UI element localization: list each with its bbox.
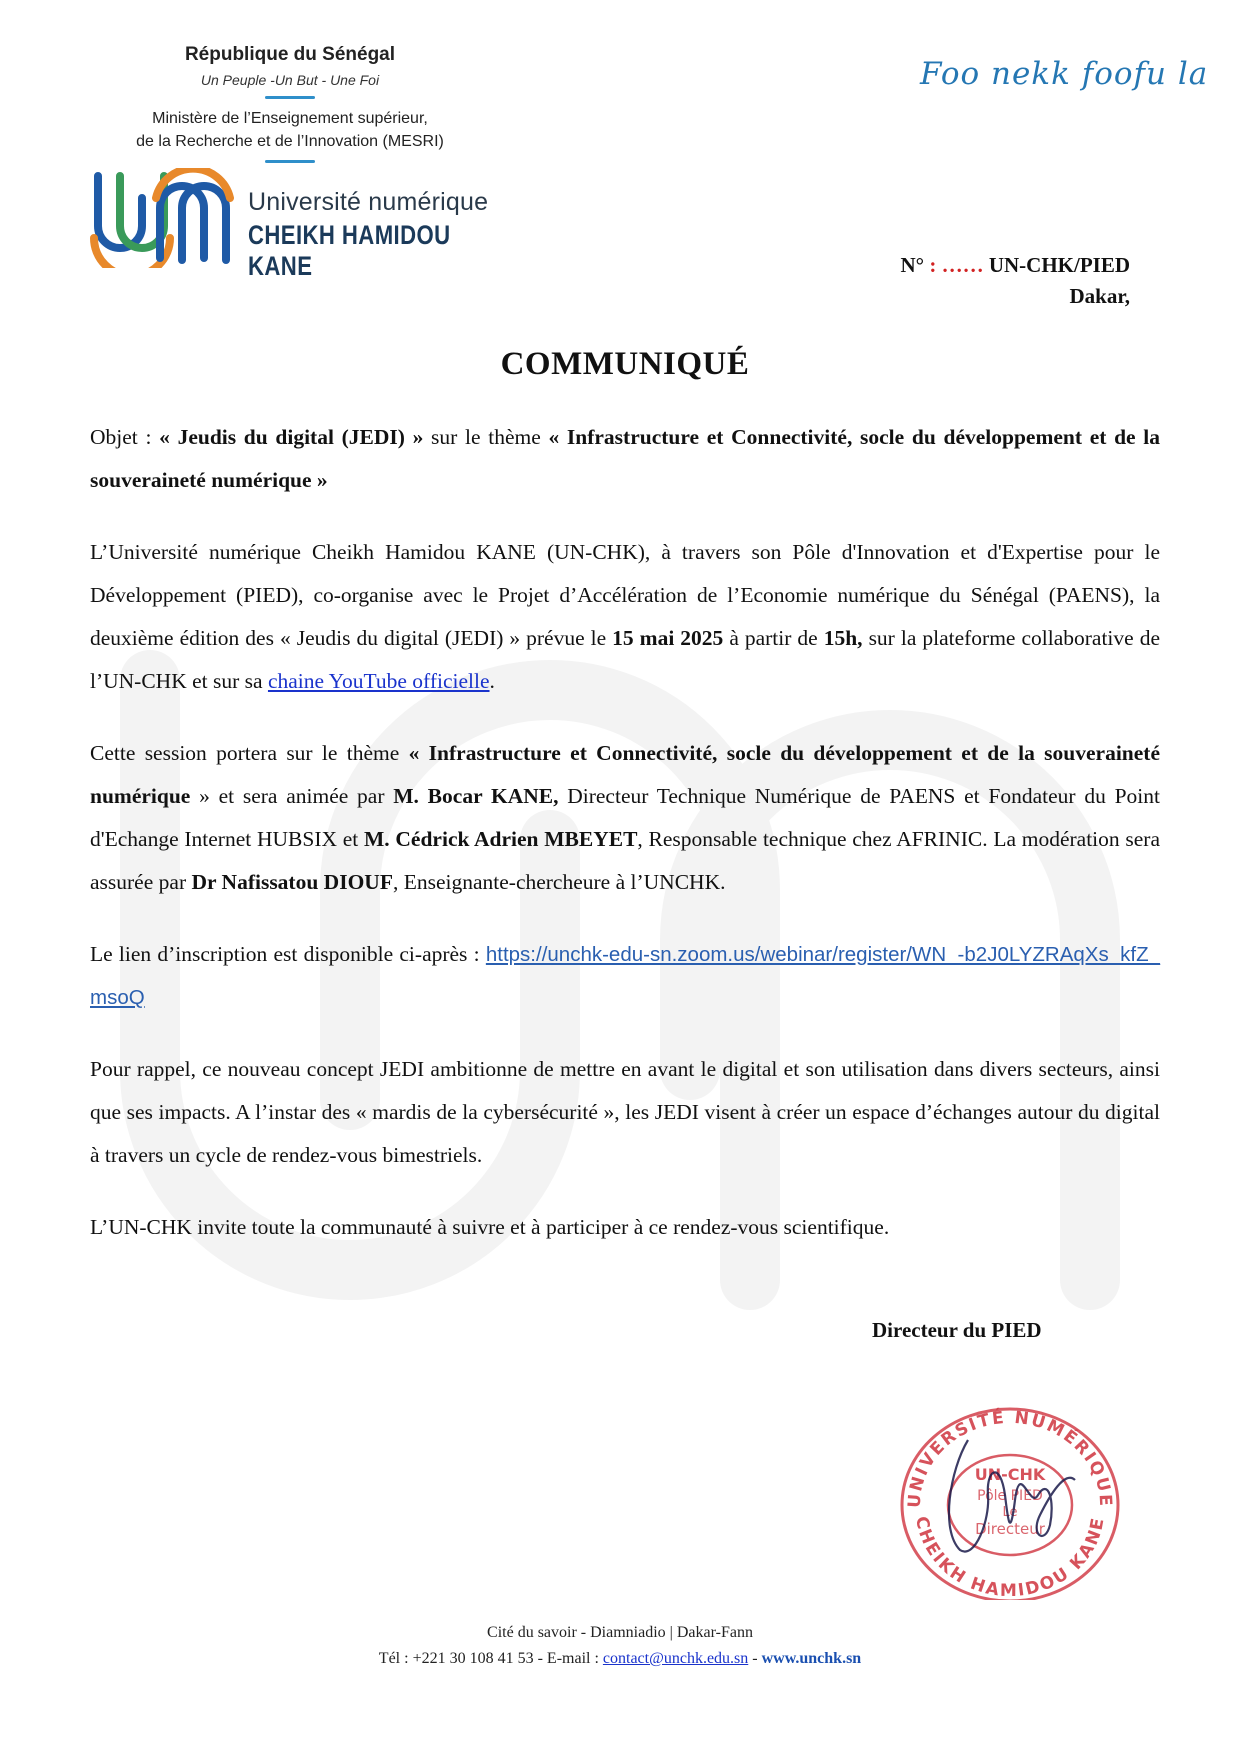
reference-number: N° : …… UN-CHK/PIED bbox=[900, 253, 1130, 277]
signatory-role: Directeur du PIED bbox=[872, 1318, 1042, 1342]
page-title: COMMUNIQUÉ bbox=[500, 346, 750, 382]
republic-name: République du Sénégal bbox=[184, 44, 396, 65]
stamp-center-4: Directeur bbox=[975, 1520, 1045, 1538]
stamp-top-text: UNIVERSITÉ NUMÉRIQUE bbox=[904, 1407, 1116, 1509]
paragraph-reminder: Pour rappel, ce nouveau concept JEDI ambitionne de mettre en avant le digital et son utilisation dans divers secteurs, ainsi que ses impacts. A l’instar des « mardis de la cybersécurité », les JEDI visent à créer un espace d’échanges autour du digital à travers un cycle de rendez-vous bimestriels. bbox=[90, 1057, 1160, 1167]
reference-block bbox=[901, 250, 1131, 312]
youtube-link[interactable]: chaine YouTube officielle bbox=[267, 669, 490, 693]
object-paragraph: Objet : « Jeudis du digital (JEDI) » sur le thème « Infrastructure et Connectivité, socle du développement et de la souveraineté numérique » bbox=[90, 425, 1161, 492]
email-link[interactable]: contact@unchk.edu.sn bbox=[602, 1650, 749, 1667]
university-logo-icon bbox=[90, 168, 235, 268]
footer-address: Cité du savoir - Diamniadio | Dakar-Fann bbox=[487, 1624, 753, 1641]
divider bbox=[265, 96, 315, 99]
ministry-line-1: Ministère de l’Enseignement supérieur, bbox=[152, 110, 428, 127]
official-stamp-icon bbox=[880, 1400, 1140, 1600]
communique-body bbox=[90, 416, 1160, 1278]
national-motto: Un Peuple -Un But - Une Foi bbox=[200, 72, 380, 88]
website-link[interactable]: www.unchk.sn bbox=[761, 1650, 862, 1667]
paragraph-speakers: Cette session portera sur le thème « Infrastructure et Connectivité, socle du développement et de la souveraineté numérique » et sera animée par M. Bocar KANE, Directeur Technique Numérique de PAENS et Fondateur du Point d'Echange Internet HUBSIX et M. Cédrick Adrien MBEYET, Responsable technique chez AFRINIC. La modération sera assurée par Dr Nafissatou DIOUF, Enseignante-chercheure à l’UNCHK. bbox=[90, 741, 1161, 894]
ministry-line-2: de la Recherche et de l’Innovation (MESRI) bbox=[136, 133, 444, 150]
paragraph-announcement: L’Université numérique Cheikh Hamidou KANE (UN-CHK), à travers son Pôle d'Innovation et d'Expertise pour le Développement (PIED), co-organise avec le Projet d’Accélération de l’Economie numérique du Sénégal (PAENS), la deuxième édition des « Jeudis du digital (JEDI) » prévue le 15 mai 2025 à partir de 15h, sur la plateforme collaborative de l’UN-CHK et sur sa chaine YouTube officielle. bbox=[90, 540, 1160, 693]
stamp-center-2: Pôle PIED bbox=[977, 1488, 1043, 1504]
stamp-center-3: Le bbox=[1002, 1505, 1018, 1520]
slogan: Foo nekk foofu la bbox=[920, 56, 1209, 92]
registration-link[interactable]: https://unchk-edu-sn.zoom.us/webinar/register/WN_-b2J0LYZRAqXs_kfZ_msoQ bbox=[90, 943, 1160, 1009]
divider bbox=[265, 160, 315, 163]
stamp-bottom-text: CHEIKH HAMIDOU KANE bbox=[911, 1514, 1109, 1600]
stamp-center-1: UN-CHK bbox=[974, 1465, 1046, 1484]
paragraph-registration: Le lien d’inscription est disponible ci-après : https://unchk-edu-sn.zoom.us/webinar/register/WN_-b2J0LYZRAqXs_kfZ_msoQ bbox=[90, 942, 1160, 1009]
university-name-line-1: Université numérique bbox=[248, 188, 489, 216]
university-name-line-2: CHEIKH HAMIDOU KANE bbox=[248, 220, 451, 281]
paragraph-invitation: L’UN-CHK invite toute la communauté à suivre et à participer à ce rendez-vous scientifique. bbox=[90, 1215, 890, 1239]
footer-contact: Tél : +221 30 108 41 53 - E-mail : contact@unchk.edu.sn - www.unchk.sn bbox=[378, 1650, 862, 1667]
page-footer bbox=[0, 1620, 1240, 1672]
reference-place: Dakar, bbox=[1069, 284, 1130, 308]
